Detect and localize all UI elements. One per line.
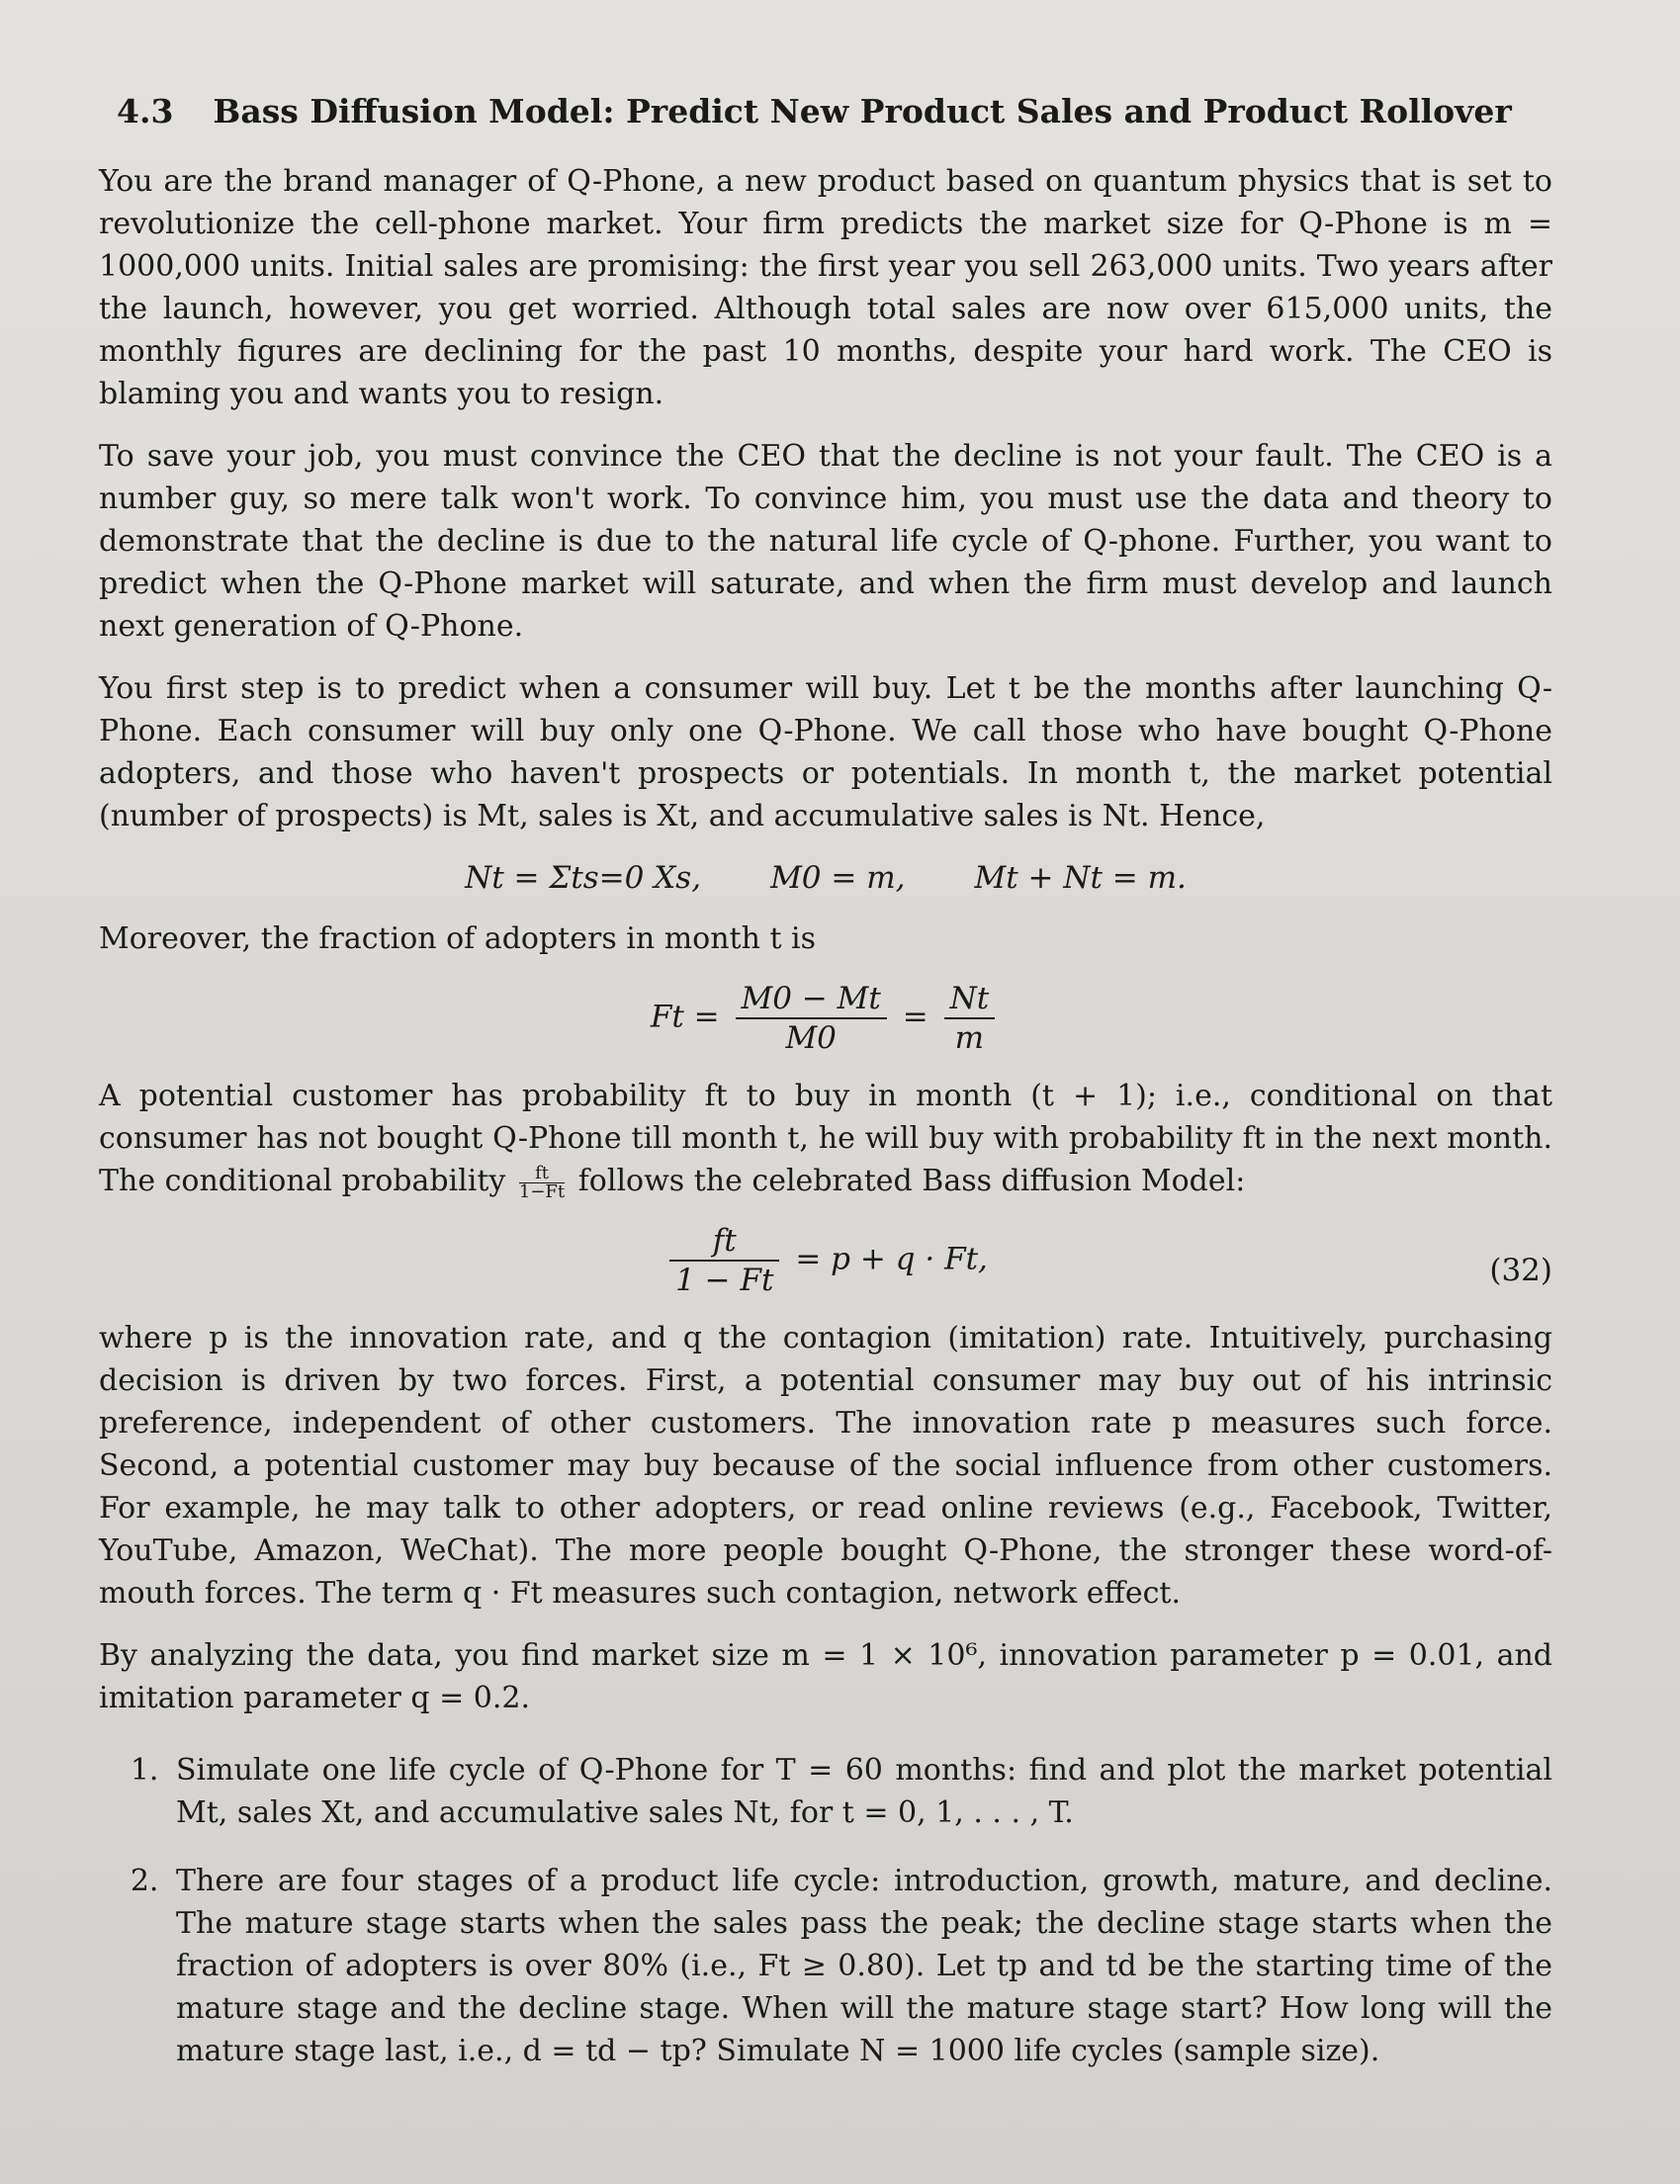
paragraph-fraction-intro: Moreover, the fraction of adopters in month t is [99,921,817,956]
eq2-denominator-1: M0 [785,1020,837,1056]
paragraph-innovation-contagion: where p is the innovation rate, and q the contagion (imitation) rate. Intuitively, purchasing decision is driven by two forces. First, a potential consumer may buy out of his intrinsic preference, independent of other customers. The innovation rate p measures such force. Second, a potential customer may buy because of the social influence from other customers. For example, he may talk to other adopters, or read online reviews (e.g., Facebook, Twitter, YouTube, Amazon, WeChat). The more people bought Q-Phone, the stronger these word-of-mouth forces. The term q · Ft measures such contagion, network effect. [99,1321,1552,1611]
question-item-1: 1. Simulate one life cycle of Q-Phone for T = 60 months: find and plot the market potential Mt, sales Xt, and accumulative sales Nt, for t = 0, 1, . . . , T. [168,1749,1552,1834]
eq2-fraction-1 [736,980,887,1057]
eq2-fraction-2 [944,980,996,1057]
eq2-numerator-2: Nt [944,980,996,1019]
question-list [99,1749,1552,2072]
section-number: 4.3 [117,92,174,131]
inline-denominator: 1−Ft [518,1180,566,1202]
eq3-fraction [669,1222,779,1299]
paragraph-conditional-probability [99,1075,1552,1202]
question-item-2: 2. There are four stages of a product life cycle: introduction, growth, mature, and decline. The mature stage starts when the sales pass the peak; the decline stage starts when the fraction of adopters is over 80% (i.e., Ft ≥ 0.80). Let tp and td be the starting time of the mature stage and the decline stage. When will the mature stage start? How long will the mature stage last, i.e., d = td − tp? Simulate N = 1000 life cycles (sample size). [168,1860,1552,2072]
eq2-numerator-1: M0 − Mt [736,980,887,1019]
paragraph-parameters: By analyzing the data, you find market size m = 1 × 10⁶, innovation parameter p = 0.01, and imitation parameter q = 0.2. [99,1638,1552,1715]
p5-text-a: A potential customer has probability ft to buy in month (t + 1); i.e., conditional on that consumer has not bought Q-Phone till month t, he will buy with probability ft in the next month. The conditional probability [99,1079,1552,1198]
section-heading [117,89,1552,134]
section-title: Bass Diffusion Model: Predict New Product Sales and Product Rollover [213,92,1512,131]
eq2-equals: = [902,999,928,1035]
eq-cumulative: Nt = Σts=0 Xs, [465,860,702,896]
eq2-lhs: Ft = [650,999,720,1035]
eq2-denominator-2: m [954,1020,985,1056]
eq-initial-potential: M0 = m, [770,860,906,896]
eq3-rhs: = p + q · Ft, [795,1241,988,1277]
equation-cumulative-sales [99,857,1552,900]
equation-bass-model [99,1222,1552,1299]
inline-fraction [518,1162,566,1202]
eq3-numerator: ft [669,1222,779,1262]
page-content [99,89,1552,2098]
paragraph-intro: You are the brand manager of Q-Phone, a new product based on quantum physics that is set to revolutionize the cell-phone market. Your firm predicts the market size for Q-Phone is m = 1000,000 units. Initial sales are promising: the first year you sell 263,000 units. Two years after the launch, however, you get worried. Although total sales are now over 615,000 units, the monthly figures are declining for the past 10 months, despite your hard work. The CEO is blaming you and wants you to resign. [99,164,1552,411]
eq3-denominator: 1 − Ft [675,1263,774,1298]
eq-market-identity: Mt + Nt = m. [974,860,1187,896]
paragraph-definitions: You first step is to predict when a consumer will buy. Let t be the months after launching Q-Phone. Each consumer will buy only one Q-Phone. We call those who have bought Q-Phone adopters, and those who haven't prospects or potentials. In month t, the market potential (number of prospects) is Mt, sales is Xt, and accumulative sales is Nt. Hence, [99,671,1552,833]
paragraph-save-job: To save your job, you must convince the CEO that the decline is not your fault. The CEO is a number guy, so mere talk won't work. To convince him, you must use the data and theory to demonstrate that the decline is due to the natural life cycle of Q-phone. Further, you want to predict when the Q-Phone market will saturate, and when the firm must develop and launch next generation of Q-Phone. [99,439,1552,644]
inline-numerator: ft [519,1165,565,1183]
equation-number: (32) [1489,1253,1552,1288]
equation-fraction-adopters [99,980,1552,1057]
p5-text-b: follows the celebrated Bass diffusion Model: [577,1164,1246,1198]
